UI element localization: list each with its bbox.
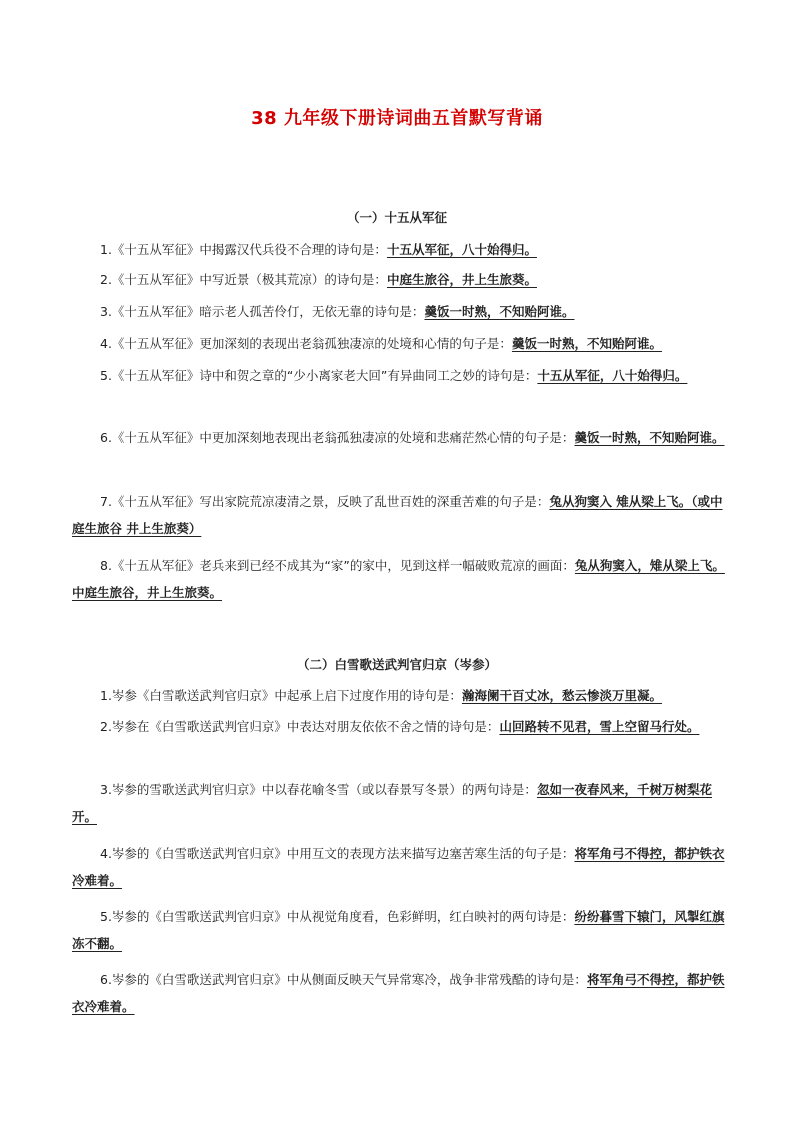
answer-text: 中庭生旅谷，井上生旅葵。 [386, 272, 537, 287]
answer-text: 将军角弓不得控，都护铁衣冷难着。 [72, 972, 725, 1014]
list-item [72, 682, 732, 709]
list-item [72, 966, 732, 1020]
answer-text: 兔从狗窦入 雉从梁上飞。（或中庭生旅谷 井上生旅葵） [72, 494, 723, 536]
list-item [72, 266, 732, 293]
question-text: 2.岑参在《白雪歌送武判官归京》中表达对朋友依依不舍之情的诗句是： [100, 719, 500, 734]
question-text: 7.《十五从军征》写出家院荒凉凄清之景，反映了乱世百姓的深重苦难的句子是： [100, 494, 550, 509]
answer-text: 瀚海阑干百丈冰，愁云惨淡万里凝。 [461, 688, 662, 703]
answer-text: 山回路转不见君，雪上空留马行处。 [499, 719, 700, 734]
page-title: 38 九年级下册诗词曲五首默写背诵 [251, 108, 543, 129]
question-text: 1.《十五从军征》中揭露汉代兵役不合理的诗句是： [100, 242, 387, 257]
list-item [72, 236, 732, 263]
list-item [72, 713, 732, 740]
list-item [72, 552, 732, 606]
question-text: 3.岑参的雪歌送武判官归京》中以春花喻冬雪（或以春景写冬景）的两句诗是： [100, 782, 537, 797]
answer-text: 羹饭一时熟，不知贻阿谁。 [424, 304, 575, 319]
section-heading-2: （二）白雪歌送武判官归京（岑参） [296, 657, 497, 672]
answer-text: 纷纷暮雪下辕门，风掣红旗冻不翻。 [72, 909, 725, 951]
question-text: 4.岑参的《白雪歌送武判官归京》中用互文的表现方法来描写边塞苦寒生活的句子是： [100, 846, 575, 861]
list-item [72, 298, 732, 325]
question-text: 1.岑参《白雪歌送武判官归京》中起承上启下过度作用的诗句是： [100, 688, 462, 703]
list-item [72, 330, 732, 357]
question-text: 3.《十五从军征》暗示老人孤苦伶仃，无依无靠的诗句是： [100, 304, 425, 319]
question-text: 8.《十五从军征》老兵来到已经不成其为“家”的家中，见到这样一幅破败荒凉的画面： [100, 558, 575, 573]
list-item [72, 424, 732, 451]
question-text: 5.岑参的《白雪歌送武判官归京》中从视觉角度看，色彩鲜明，红白映衬的两句诗是： [100, 909, 575, 924]
answer-text: 羹饭一时熟，不知贻阿谁。 [511, 336, 662, 351]
section-heading-1: （一）十五从军征 [346, 210, 447, 225]
question-text: 6.岑参的《白雪歌送武判官归京》中从侧面反映天气异常寒冷，战争非常残酷的诗句是： [100, 972, 587, 987]
answer-text: 十五从军征，八十始得归。 [537, 368, 688, 383]
question-text: 2.《十五从军征》中写近景（极其荒凉）的诗句是： [100, 272, 387, 287]
list-item [72, 488, 732, 542]
list-item [72, 840, 732, 894]
answer-text: 羹饭一时熟，不知贻阿谁。 [574, 430, 725, 445]
list-item [72, 776, 732, 830]
answer-text: 将军角弓不得控，都护铁衣冷难着。 [72, 846, 725, 888]
list-item [72, 362, 732, 389]
answer-text: 十五从军征，八十始得归。 [386, 242, 537, 257]
list-item [72, 903, 732, 957]
question-text: 4.《十五从军征》更加深刻的表现出老翁孤独凄凉的处境和心情的句子是： [100, 336, 512, 351]
answer-text: 兔从狗窦入，雉从梁上飞。中庭生旅谷，井上生旅葵。 [72, 558, 725, 600]
answer-text: 忽如一夜春风来，千树万树梨花开。 [72, 782, 712, 824]
question-text: 6.《十五从军征》中更加深刻地表现出老翁孤独凄凉的处境和悲痛茫然心情的句子是： [100, 430, 575, 445]
question-text: 5.《十五从军征》诗中和贺之章的“少小离家老大回”有异曲同工之妙的诗句是： [100, 368, 538, 383]
